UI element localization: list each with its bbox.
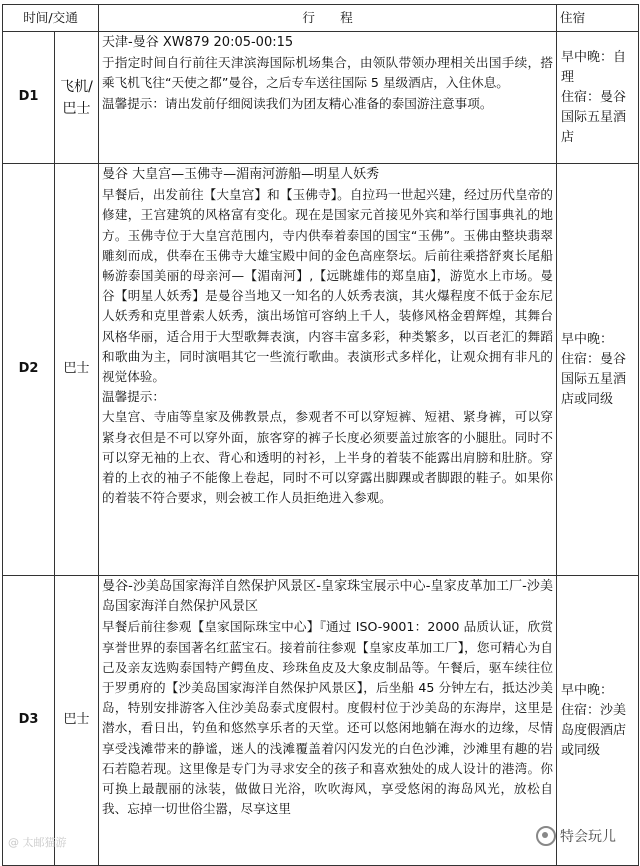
transport-label: 巴士 — [55, 164, 99, 576]
itinerary-title: 曼谷-沙美岛国家海洋自然保护风景区-皇家珠宝展示中心-皇家皮革加工厂-沙美岛国家海洋自然保护风景区 — [102, 579, 553, 615]
table-row-d1 — [3, 32, 639, 164]
itinerary-cell — [99, 576, 557, 866]
watermark-right-text: 特会玩儿 — [560, 829, 616, 845]
header-lodging: 住宿 — [557, 5, 639, 32]
watermark-right — [536, 826, 616, 846]
itinerary-paragraph: 早餐后前往参观【皇家国际珠宝中心】『通过 ISO-9001：2000 品质认证，欣赏享誉世界的泰国著名红蓝宝石。接着前往参观【皇家皮革加工厂】，您可精心为自己及亲友选购泰国特产鳄鱼皮、珍珠鱼皮及大象皮制品等。午餐后，驱车续往位于罗勇府的【沙美岛国家海洋自然保护风景区】，后坐船 45 分钟左右，抵达沙美岛，特别安排游客入住沙美岛泰式度假村。度假村位于沙美岛的东海岸，这里是潜水，看日出，钓鱼和悠然享乐者的天堂。还可以悠闲地躺在海水的边缘，尽情享受浅滩带来的静谧，迷人的浅滩覆盖着闪闪发光的白色沙滩，沙滩里有趣的岩石若隐若现。这里像是专门为寻求安全的孩子和喜欢独处的成人设计的港湾。你可换上最靓丽的泳装，做做日光浴，吹吹海风，享受悠闲的海岛风光，放松自我、忘掉一切世俗尘嚣，尽享这里 — [102, 619, 553, 817]
itinerary-paragraph: 温馨提示：请出发前仔细阅读我们为团友精心准备的泰国游注意事项。 — [102, 95, 493, 111]
day-label: D3 — [3, 576, 55, 866]
lodging-cell: 早中晚：自理 住宿：曼谷国际五星酒店 — [557, 32, 639, 164]
header-time-transport: 时间/交通 — [3, 5, 99, 32]
watermark-left: @ 太邮猫游 — [8, 836, 67, 849]
itinerary-cell — [99, 32, 557, 164]
lodging-cell: 早中晚： 住宿：曼谷国际五星酒店或同级 — [557, 164, 639, 576]
day-label: D1 — [3, 32, 55, 164]
wechat-account-icon — [536, 826, 556, 846]
itinerary-table — [2, 4, 639, 866]
day-label: D2 — [3, 164, 55, 576]
header-itinerary: 行 程 — [99, 5, 557, 32]
itinerary-title: 天津-曼谷 XW879 20:05-00:15 — [102, 35, 294, 50]
itinerary-title: 曼谷 大皇宫—玉佛寺—湄南河游船—明星人妖秀 — [102, 167, 380, 182]
transport-label: 巴士 — [55, 576, 99, 866]
lodging-cell: 早中晚： 住宿：沙美岛度假酒店或同级 — [557, 576, 639, 866]
table-row-d2 — [3, 164, 639, 576]
itinerary-paragraph: 于指定时间自行前往天津滨海国际机场集合，由领队带领办理相关出国手续，搭乘飞机飞往“天使之都”曼谷，之后专车送往国际 5 星级酒店，入住休息。 — [102, 55, 553, 91]
table-header-row — [3, 5, 639, 32]
itinerary-paragraph: 温馨提示： — [102, 389, 165, 405]
transport-label: 飞机/巴士 — [55, 32, 99, 164]
itinerary-paragraph: 早餐后，出发前往【大皇宫】和【玉佛寺】。自拉玛一世起兴建，经过历代皇帝的修建，王宫建筑的风格富有变化。现在是国家元首接见外宾和举行国事典礼的地方。玉佛寺位于大皇宫范围内，寺内供奉着泰国的国宝“玉佛”。玉佛由整块翡翠雕刻而成，供奉在玉佛寺大雄宝殿中间的金色高座祭坛。后前往乘搭舒爽长尾船畅游泰国美丽的母亲河—【湄南河】,【远眺雄伟的郑皇庙】，游览水上市场。曼谷【明星人妖秀】是曼谷当地又一知名的人妖秀表演，其火爆程度不低于金东尼人妖秀和克里普索人妖秀，演出场馆可容纳上千人，装修风格金碧辉煌，其舞台风格华丽，适合用于大型歌舞表演，内容丰富多彩，种类繁多，以百老汇的舞蹈和歌曲为主，同时演唱其它一些流行歌曲。表演形式多样化，让观众拥有非凡的视觉体验。 — [102, 187, 553, 385]
itinerary-paragraph: 大皇宫、寺庙等皇家及佛教景点，参观者不可以穿短裤、短裙、紧身裤，可以穿紧身衣但是不可以穿外面，旅客穿的裤子长度必须要盖过旅客的小腿肚。同时不可以穿无袖的上衣、背心和透明的衬衫，上半身的着装不能露出肩膀和肚脐。穿着的上衣的袖子不能像上卷起，同时不可以穿露出脚踝或者脚跟的鞋子。如果你的着装不符合要求，则会被工作人员拒绝进入参观。 — [102, 409, 553, 506]
table-row-d3 — [3, 576, 639, 866]
itinerary-cell — [99, 164, 557, 576]
